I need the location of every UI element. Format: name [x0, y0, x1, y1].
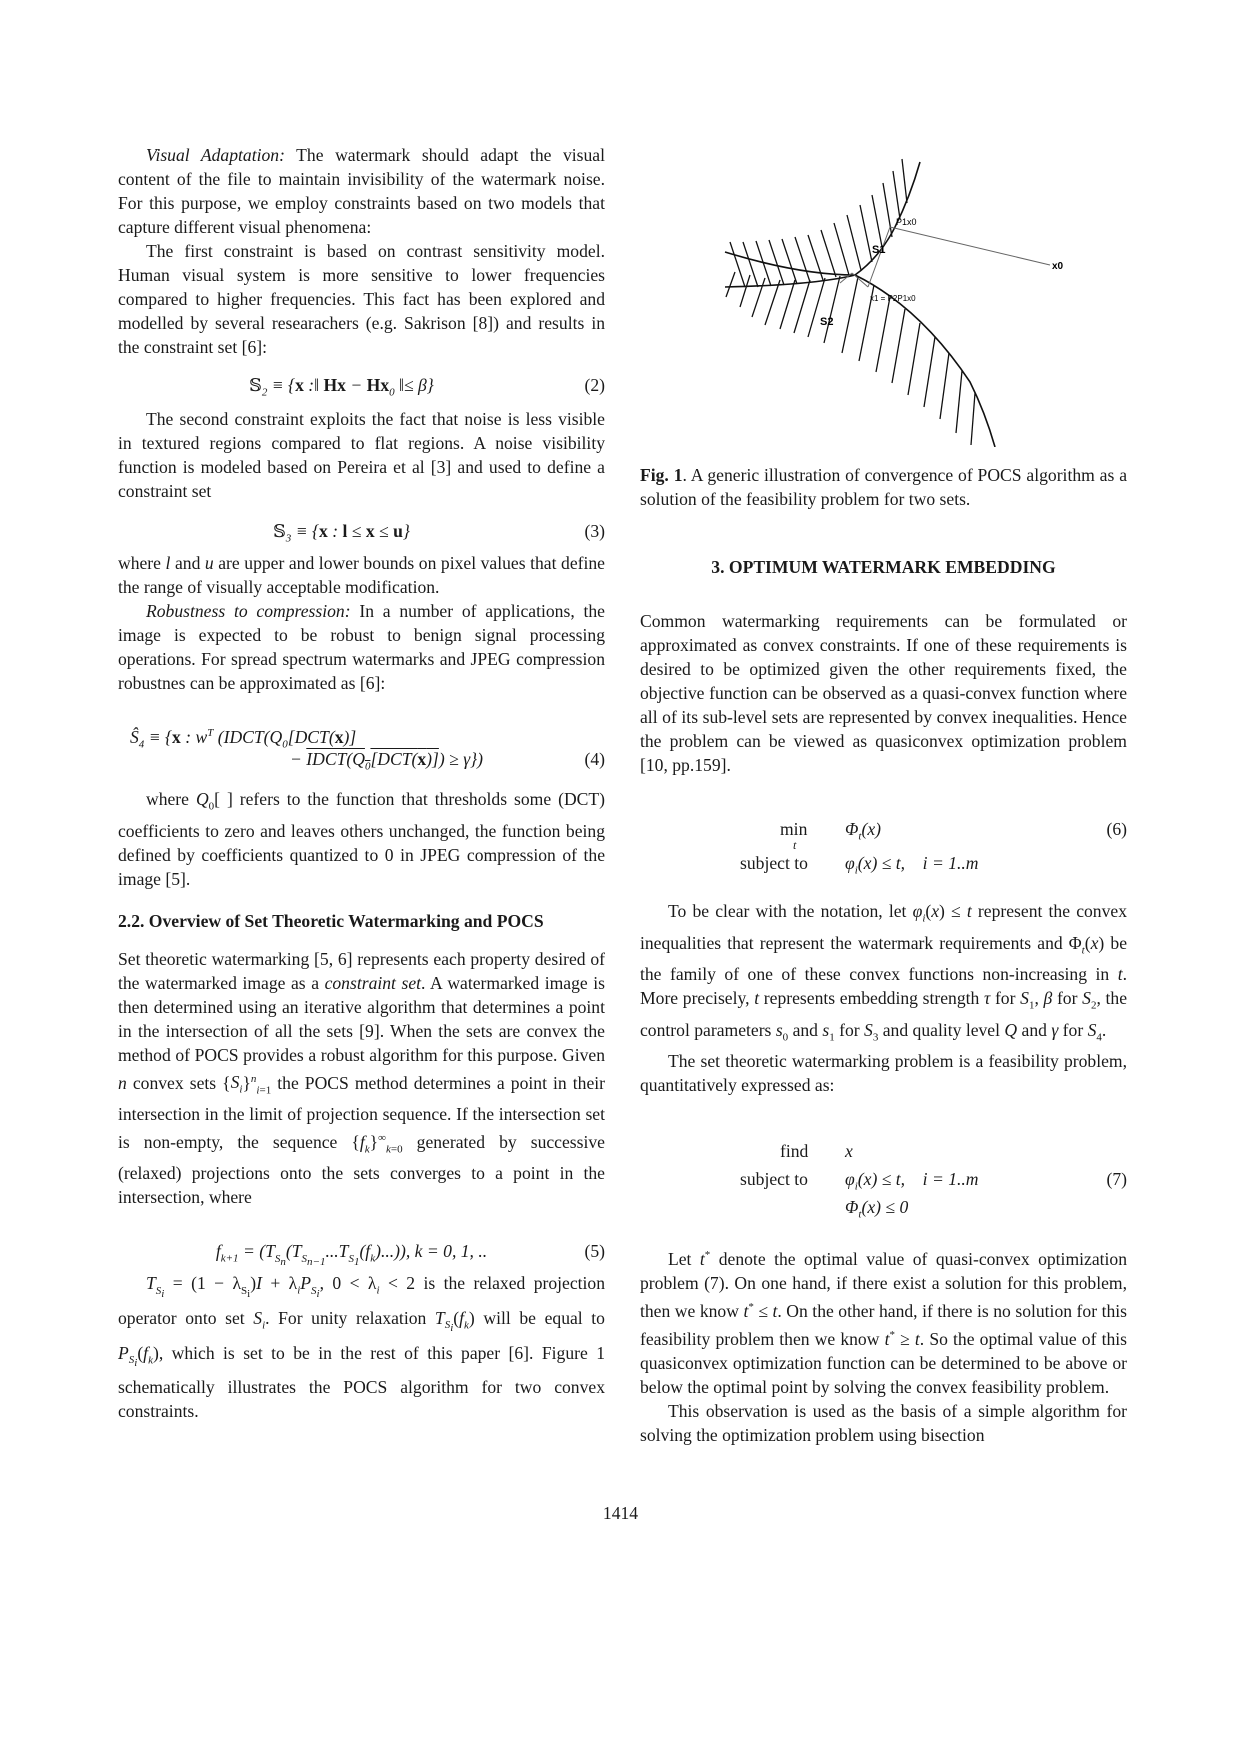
set-s2-boundary [725, 252, 995, 447]
set-s1-hatching [730, 159, 907, 287]
label-x1: x1 = P2P1x0 [870, 294, 916, 303]
equation-2: 𝕊$_2$ ≡ {x :‖ $Hx - Hx_0$ ‖≤ β} (2) [249, 375, 605, 399]
intro-paragraph: Common watermarking requirements can be formulated or approximated as convex constraints. If one of these requirements is desired to be optimized given the other requirements fixed, the objective function can be observed as a quasi-convex function where all of its sub-level sets are represented by convex inequalities. Hence the problem can be viewed as quasiconvex optimization problem [10, pp.159]. [640, 611, 1127, 775]
label-x0: x0 [1052, 261, 1064, 272]
right-column [640, 143, 1127, 1447]
page-number: 1414 [602, 1503, 639, 1523]
equation-5: $f_{k+1} = (T_{S_n}(T_{S_{n-1}}...T_{S_1}(f_k)...))$, k = 0, 1, .. (5) [215, 1241, 605, 1268]
section-heading-3: 3. OPTIMUM WATERMARK EMBEDDING [711, 557, 1056, 577]
equation-3: 𝕊$_3$ ≡ {x : l ≤ x ≤ u} (3) [273, 521, 605, 545]
equation-7: find x subject to $\varphi_i(x) \le t$, i = 1..m (7) $\Phi_t(x) \le 0$ [740, 1141, 1127, 1221]
figure-1 [640, 157, 1127, 447]
visual-adaptation-paragraph: Visual Adaptation: The watermark should adapt the visual content of the file to maintain invisibility of the watermark noise. For this purpose, we employ constraints based on two models that capture different visual phenomena: [118, 145, 605, 237]
label-s1: S1 [872, 244, 886, 256]
equation-number: (5) [584, 1241, 605, 1262]
equation-number: (3) [584, 521, 605, 541]
label-s2: S2 [820, 316, 834, 328]
observation-paragraph: This observation is used as the basis of a simple algorithm for solving the optimization problem using bisection [640, 1400, 1127, 1445]
set-s2-hatching [726, 272, 975, 445]
pocs-illustration [640, 157, 1127, 447]
equation-6: min t $\Phi_t(x)$ (6) subject to $\varphi_i(x) \le t$, i = 1..m [740, 819, 1127, 877]
equation-number: (2) [584, 375, 605, 395]
section-heading-2-2: 2.2. Overview of Set Theoretic Watermarking and POCS [118, 910, 544, 931]
robustness-paragraph: Robustness to compression: In a number of applications, the image is expected to be robust to benign signal processing operations. For spread spectrum watermarks and JPEG compression robustnes can be approximated as [6]: [118, 601, 605, 693]
equation-number: (6) [1106, 819, 1127, 839]
figure-caption: Fig. 1. A generic illustration of convergence of POCS algorithm as a solution of the feasibility problem for two sets. [640, 465, 1127, 509]
label-p1x0: P1x0 [896, 217, 917, 227]
first-constraint-paragraph: The first constraint is based on contrast sensitivity model. Human visual system is more sensitive to lower frequencies compared to higher frequencies. This fact has been explored and modelled by several researachers (e.g. Sakrison [8]) and results in the constraint set [6]: [118, 241, 605, 357]
relaxation-paragraph: $T_{S_i} = (1 - \lambda_{S_i})I + \lambda_iP_{S_i}$, $0 < \lambda_i < 2$ is the relaxed projection operator onto set $S_i$. For unity relaxation $T_{S_i}(f_k)$ will be equal to $P_{S_i}(f_k)$, which is set to be in the rest of this paper [6]. Figure 1 schematically illustrates the POCS algorithm for two convex constraints. [118, 1273, 606, 1422]
bounds-paragraph: where l and u are upper and lower bounds on pixel values that define the range of visually acceptable modification. [118, 553, 605, 597]
equation-number: (4) [584, 749, 605, 769]
left-column [118, 143, 605, 1423]
q0-paragraph: where $Q_0$[ ] refers to the function that thresholds some (DCT) coefficients to zero and leaves others unchanged, the function being defined by coefficients quantized to 0 in JPEG compression of the image [5]. [118, 789, 605, 889]
set-theoretic-paragraph: Set theoretic watermarking [5, 6] represents each property desired of the watermarked image as a constraint set. A watermarked image is then determined using an iterative algorithm that determines a point in the intersection of all the sets [9]. When the sets are convex the method of POCS provides a robust algorithm for this purpose. Given n convex sets $\{S_i\}^n_{i=1}$ the POCS method determines a point in their intersection in the limit of projection sequence. If the intersection set is non-empty, the sequence $\{f_k\}^\infty_{k=0}$ generated by successive (relaxed) projections onto the sets converges to a point in the intersection, where [118, 948, 605, 1208]
robustness-heading: Robustness to compression: [146, 601, 351, 621]
equation-number: (7) [1106, 1169, 1127, 1190]
second-constraint-paragraph: The second constraint exploits the fact that noise is less visible in textured regions compared to flat regions. A noise visibility function is modeled based on Pereira et al [3] and used to define a constraint set [118, 409, 605, 501]
visual-adaptation-heading: Visual Adaptation: [146, 145, 285, 165]
equation-4: $Ŝ_4 \equiv \{x$ : $w^T$ ($IDCT(Q_0[DCT(x)]$ − $IDCT(Q_0[DCT(x)]) \ge \gamma$}) (4) [130, 726, 605, 773]
feasibility-paragraph: The set theoretic watermarking problem is a feasibility problem, quantitatively expressed as: [640, 1051, 1127, 1096]
set-s1-boundary [725, 162, 920, 287]
optimal-value-paragraph: Let t* denote the optimal value of quasi-convex optimization problem (7). On one hand, if there exist a solution for this problem, then we know t* ≤ t. On the other hand, if there is no solution for this feasibility problem then we know t* ≥ t. So the optimal value of this quasiconvex optimization function can be determined to be above or below the optimal point by solving the convex feasibility problem. [640, 1248, 1128, 1397]
notation-paragraph: To be clear with the notation, let $\varphi_i(x) \le t$ represent the convex inequalities that represent the watermark requirements and $\Phi_t(x)$ be the family of one of these convex functions non-increasing in t. More precisely, t represents embedding strength τ for $S_1$, β for $S_2$, the control parameters $s_0$ and $s_1$ for $S_3$ and quality level Q and γ for $S_4$. [640, 901, 1128, 1044]
